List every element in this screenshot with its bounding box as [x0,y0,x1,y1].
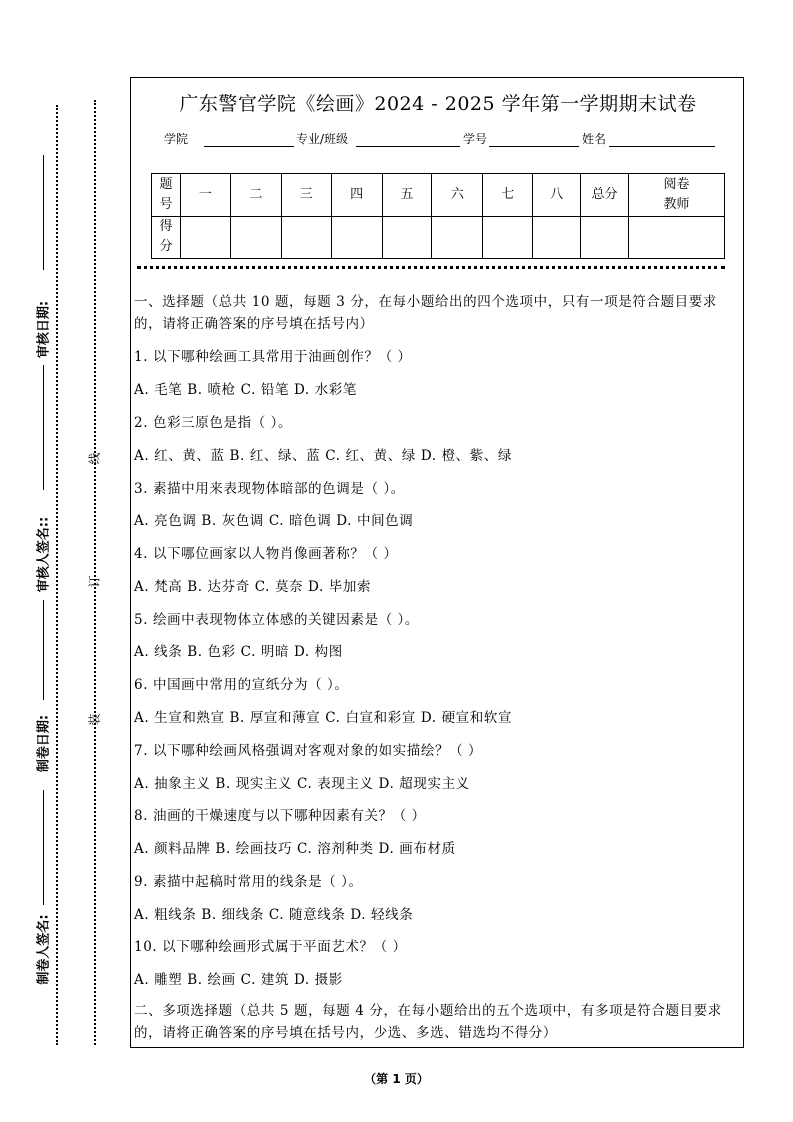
maker-sign-line [43,790,44,905]
question-1: 1. 以下哪种绘画工具常用于油画创作？（ ） [134,349,412,365]
header-cell: 七 [483,174,533,217]
score-cell[interactable] [281,216,331,259]
header-cell: 八 [533,174,581,217]
dotted-separator [137,266,725,269]
question-4-options: A. 梵高 B. 达芬奇 C. 莫奈 D. 毕加索 [134,579,372,595]
question-9-options: A. 粗线条 B. 细线条 C. 随意线条 D. 轻线条 [134,907,414,923]
question-8: 8. 油画的干燥速度与以下哪种因素有关？（ ） [134,808,426,824]
major-field[interactable] [356,146,460,147]
score-cell[interactable] [382,216,432,259]
bind-dotted-line-inner [94,100,96,1045]
score-cell[interactable] [483,216,533,259]
student-id-field[interactable] [489,146,579,147]
header-cell: 四 [331,174,382,217]
page-number: （第 1 页） [364,1072,429,1086]
maker-sign-label: 制卷人签名: [36,914,52,985]
header-cell-total: 总分 [581,174,629,217]
header-cell-grader: 阅卷教师 [629,174,725,217]
question-5-options: A. 线条 B. 色彩 C. 明暗 D. 构图 [134,644,343,660]
header-cell: 五 [382,174,432,217]
score-cell[interactable] [432,216,483,259]
question-7: 7. 以下哪种绘画风格强调对客观对象的如实描绘？（ ） [134,743,483,759]
make-date-line [43,600,44,700]
score-cell-total[interactable] [581,216,629,259]
bind-dotted-line-outer [56,105,58,1045]
header-cell: 三 [281,174,331,217]
score-header-row [152,174,725,217]
question-8-options: A. 颜料品牌 B. 绘画技巧 C. 溶剂种类 D. 画布材质 [134,841,456,857]
question-1-options: A. 毛笔 B. 喷枪 C. 铅笔 D. 水彩笔 [134,382,357,398]
bind-char-staple: 订 [87,575,102,588]
row-label-score: 得分 [152,216,181,259]
bind-char-pack: 装 [87,713,102,726]
section2-heading: 二、多项选择题（总共 5 题，每题 4 分，在每小题给出的五个选项中，有多项是符合题目要求的，请将正确答案的序号填在括号内，少选、多选、错选均不得分） [134,1003,722,1041]
reviewer-sign-line [43,365,44,490]
question-10: 10. 以下哪种绘画形式属于平面艺术？（ ） [134,939,407,955]
question-4: 4. 以下哪位画家以人物肖像画著称？（ ） [134,546,398,562]
question-5: 5. 绘画中表现物体立体感的关键因素是（ ）。 [134,612,420,628]
major-label: 专业/班级 [296,132,349,146]
bind-char-line: 线 [87,452,102,465]
score-cell[interactable] [180,216,230,259]
reviewer-sign-label: 审核人签名:: [36,516,52,593]
name-field[interactable] [609,146,715,147]
score-cell[interactable] [533,216,581,259]
score-table [151,173,725,259]
header-cell: 一 [180,174,230,217]
exam-title: 广东警官学院《绘画》2024 - 2025 学年第一学期期末试卷 [179,93,697,115]
question-7-options: A. 抽象主义 B. 现实主义 C. 表现主义 D. 超现实主义 [134,776,470,792]
question-9: 9. 素描中起稿时常用的线条是（ ）。 [134,874,363,890]
score-cell[interactable] [230,216,281,259]
score-cell[interactable] [331,216,382,259]
section1-heading: 一、选择题（总共 10 题，每题 3 分，在每小题给出的四个选项中，只有一项是符合题目要求的，请将正确答案的序号填在括号内） [134,294,717,332]
question-6-options: A. 生宣和熟宣 B. 厚宣和薄宣 C. 白宣和彩宣 D. 硬宣和软宣 [134,710,513,726]
question-6: 6. 中国画中常用的宣纸分为（ ）。 [134,677,349,693]
question-2: 2. 色彩三原色是指（ ）。 [134,415,293,431]
header-cell: 六 [432,174,483,217]
question-3: 3. 素描中用来表现物体暗部的色调是（ ）。 [134,481,405,497]
score-cell-grader[interactable] [629,216,725,259]
score-value-row [152,216,725,259]
review-date-line [43,155,44,270]
student-id-label: 学号 [463,132,488,146]
make-date-label: 制卷日期: [36,714,52,773]
college-label: 学院 [164,132,189,146]
question-10-options: A. 雕塑 B. 绘画 C. 建筑 D. 摄影 [134,972,343,988]
review-date-label: 审核日期: [36,300,52,359]
question-2-options: A. 红、黄、蓝 B. 红、绿、蓝 C. 红、黄、绿 D. 橙、紫、绿 [134,448,513,464]
header-cell: 二 [230,174,281,217]
college-field[interactable] [204,146,294,147]
question-3-options: A. 亮色调 B. 灰色调 C. 暗色调 D. 中间色调 [134,513,414,529]
name-label: 姓名 [582,132,607,146]
row-label-question-no: 题号 [152,174,181,217]
